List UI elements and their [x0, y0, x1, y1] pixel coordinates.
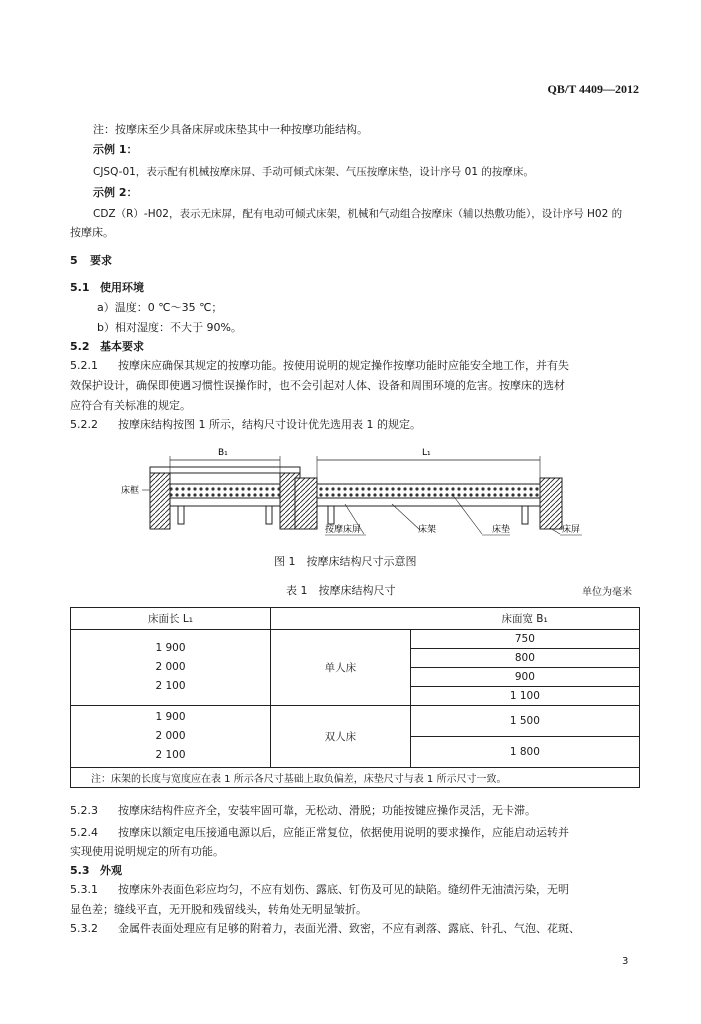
- temperature-item: a）温度：0 ℃～35 ℃；: [97, 301, 223, 314]
- clause-5-2-2-text: 按摩床结构按图 1 所示，结构尺寸设计优先选用表 1 的规定。: [118, 418, 421, 431]
- label-massage-bedscreen: 按摩床屏: [325, 525, 362, 535]
- label-bedscreen: 床屏: [562, 525, 581, 535]
- single-length-3: 2 100: [155, 680, 186, 692]
- label-bedframe-2: 床架: [418, 525, 437, 535]
- clause-5-2-1-line1: 按摩床应确保其规定的按摩功能。按使用说明的规定操作按摩功能时应能安全地工作，并有失: [118, 359, 569, 372]
- label-mattress: 床垫: [492, 525, 511, 535]
- double-width-1: 1 500: [411, 706, 639, 737]
- double-bed-type: 双人床: [270, 706, 410, 768]
- clause-5-2-1-line3: 应符合有关标准的规定。: [70, 399, 191, 412]
- clause-5-3-1-number: 5.3.1: [70, 883, 98, 896]
- single-width-3: 900: [411, 668, 639, 687]
- right-leg-left: [328, 506, 334, 524]
- clause-5-3-2-text: 金属件表面处理应有足够的附着力，表面光滑、致密，不应有剥落、露底、针孔、气泡、花斑、: [118, 922, 580, 935]
- note-text: 注：按摩床至少具备床屏或床垫其中一种按摩功能结构。: [93, 123, 368, 136]
- clause-5-2-3-number: 5.2.3: [70, 804, 98, 817]
- clause-5-2-4-number: 5.2.4: [70, 826, 98, 839]
- label-bedframe: 床框: [121, 486, 140, 496]
- example-2-text: CDZ（R）-H02，表示无床屏，配有电动可倾式床架，机械和气动组合按摩床（辅以热敷功能），设计序号 H02 的: [93, 208, 623, 220]
- left-leg-right: [266, 506, 272, 524]
- section-5-3-title: 外观: [100, 864, 122, 877]
- clause-5-2-1-number: 5.2.1: [70, 359, 98, 372]
- double-width-2: 1 800: [509, 746, 540, 758]
- section-5-1-number: 5.1: [70, 281, 90, 294]
- double-length-1: 1 900: [155, 711, 186, 723]
- double-length-3: 2 100: [155, 749, 186, 761]
- right-leg-right: [522, 506, 528, 524]
- right-bedframe-right: [540, 478, 562, 529]
- table-title: 表 1 按摩床结构尺寸: [286, 584, 396, 597]
- example-1-label: 示例 1：: [93, 143, 138, 156]
- clause-5-2-1-line2: 效保护设计，确保即使遇习惯性误操作时，也不会引起对人体、设备和周围环境的危害。按摩床的选材: [70, 379, 565, 392]
- humidity-item: b）相对湿度：不大于 90%。: [97, 321, 242, 334]
- clause-5-2-2-number: 5.2.2: [70, 418, 98, 431]
- section-5-number: 5: [70, 254, 78, 267]
- figure-caption: 图 1 按摩床结构尺寸示意图: [274, 555, 417, 568]
- clause-5-2-4-line2: 实现使用说明规定的所有功能。: [70, 845, 224, 858]
- section-5-2-title: 基本要求: [100, 340, 144, 353]
- section-5-3-number: 5.3: [70, 864, 90, 877]
- left-top-frame: [150, 467, 300, 473]
- double-length-2: 2 000: [155, 730, 186, 742]
- left-bedframe-post-left: [150, 473, 170, 529]
- page-number: 3: [622, 956, 629, 967]
- dimension-table: [70, 607, 640, 788]
- single-length-2: 2 000: [155, 661, 186, 673]
- section-5-1-title: 使用环境: [100, 281, 144, 294]
- section-5-title: 要求: [90, 254, 112, 267]
- single-widths-cell: [410, 630, 639, 706]
- clause-5-2-3-text: 按摩床结构件应齐全，安装牢固可靠，无松动、滑脱；功能按键应操作灵活，无卡滞。: [118, 804, 536, 817]
- l1-label: L₁: [422, 448, 431, 458]
- example-2-label: 示例 2：: [93, 186, 138, 199]
- single-lengths-cell: [71, 630, 271, 706]
- left-bedscreen: [170, 498, 280, 506]
- example-1-text: CJSQ-01，表示配有机械按摩床屏、手动可倾式床架、气压按摩床垫，设计序号 01 的按摩床。: [93, 166, 534, 178]
- standard-number: QB/T 4409—2012: [547, 82, 639, 96]
- table-note: 注：床架的长度与宽度应在表 1 所示各尺寸基础上取负偏差，床垫尺寸与表 1 所示尺寸一致。: [71, 768, 640, 788]
- right-bedframe-left: [295, 478, 317, 529]
- single-width-2: 800: [411, 649, 639, 668]
- double-lengths-cell: [71, 706, 271, 768]
- right-bedscreen: [317, 498, 540, 506]
- clause-5-3-2-number: 5.3.2: [70, 922, 98, 935]
- single-length-1: 1 900: [155, 642, 186, 654]
- single-width-4: 1 100: [509, 690, 540, 702]
- single-width-1: 750: [411, 630, 639, 649]
- clause-5-3-1-line1: 按摩床外表面色彩应均匀，不应有划伤、露底、钉伤及可见的缺陷。缝纫件无油渍污染，无明: [118, 883, 569, 896]
- double-widths-cell: [410, 706, 639, 768]
- b1-label: B₁: [218, 448, 228, 458]
- header-blank: [270, 608, 410, 630]
- bed-structure-diagram: [120, 438, 590, 548]
- left-leg-left: [178, 506, 184, 524]
- header-length: 床面长 L₁: [71, 608, 271, 630]
- section-5-2-number: 5.2: [70, 340, 90, 353]
- right-mattress: [317, 484, 540, 498]
- clause-5-2-4-line1: 按摩床以额定电压接通电源以后，应能正常复位，依据使用说明的要求操作，应能启动运转并: [118, 826, 569, 839]
- left-mattress: [170, 484, 280, 498]
- table-unit: 单位为毫米: [582, 587, 632, 598]
- example-2-text-cont: 按摩床。: [70, 226, 114, 239]
- header-width: 床面宽 B₁: [410, 608, 639, 630]
- clause-5-3-1-line2: 显色差；缝线平直，无开脱和残留线头，转角处无明显皱折。: [70, 903, 367, 916]
- single-bed-type: 单人床: [270, 630, 410, 706]
